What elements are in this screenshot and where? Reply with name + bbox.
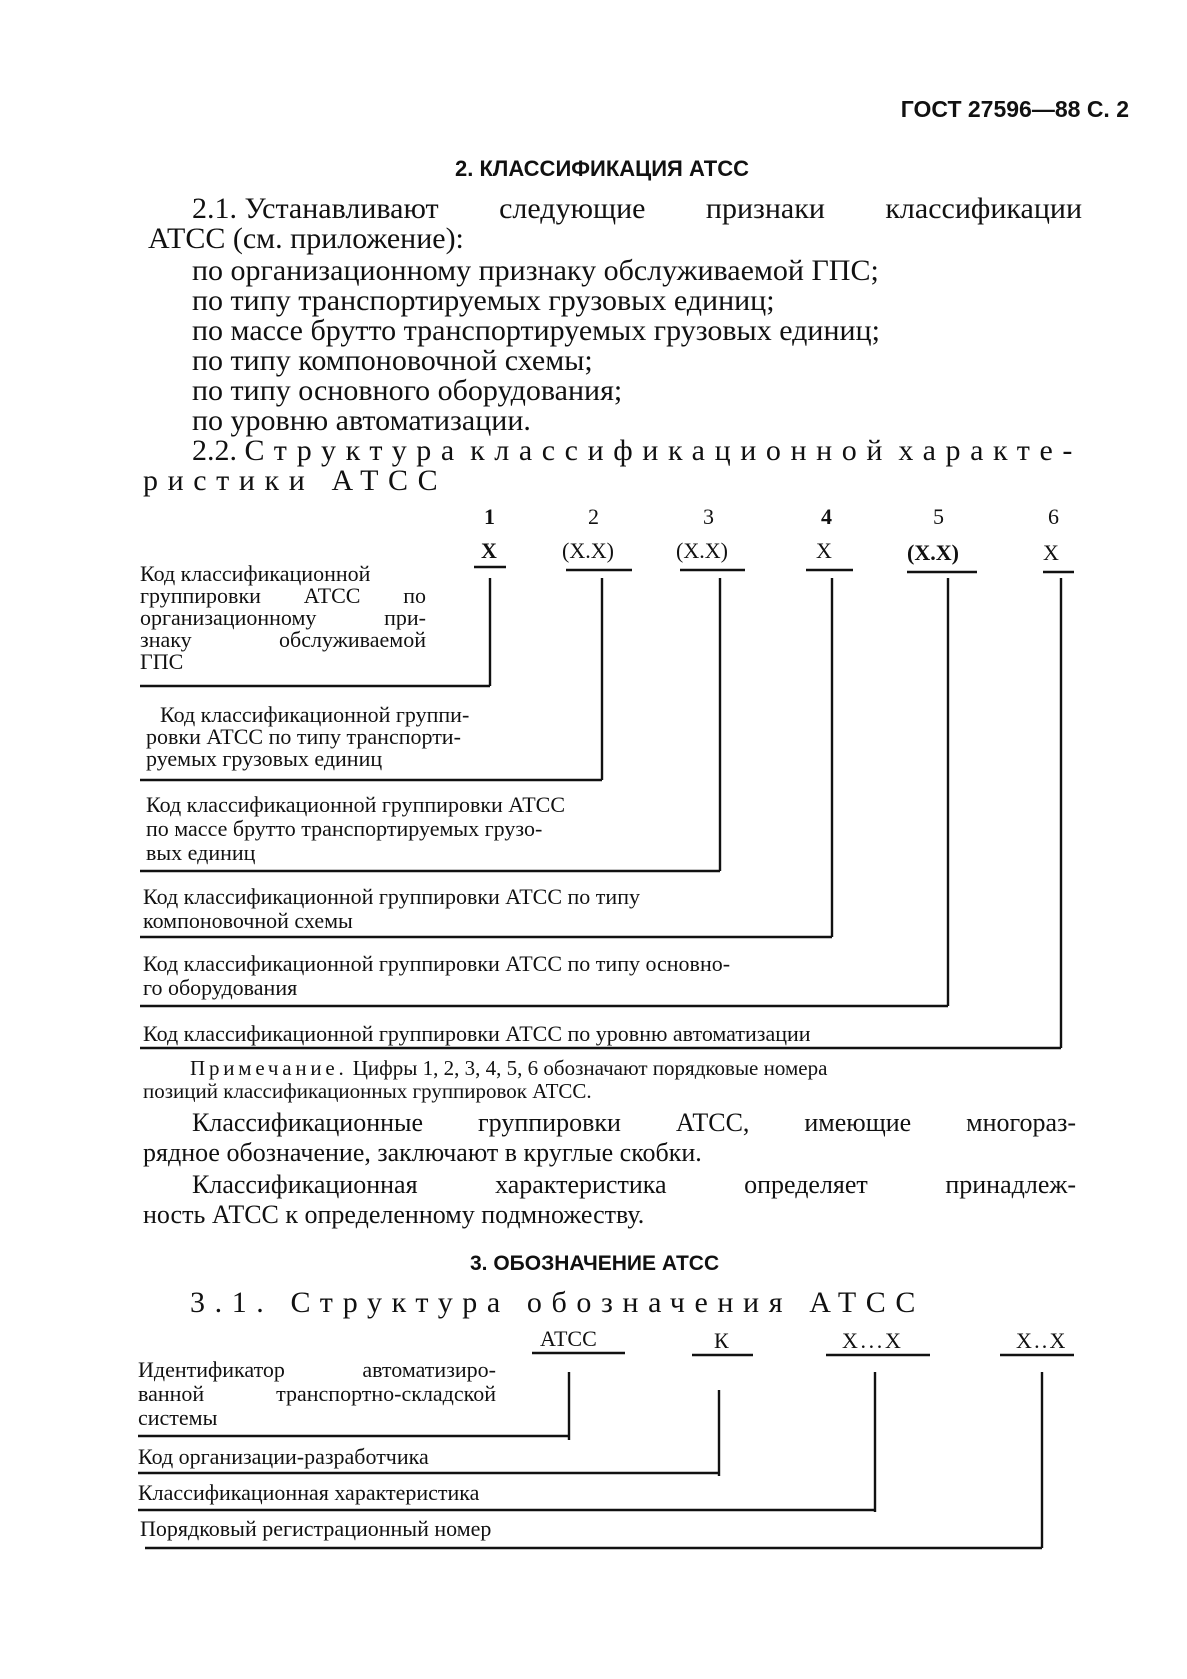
para-3-1: 3.1. Структура обозначения АТСС: [190, 1286, 925, 1319]
position-code-5: (X.X): [907, 540, 959, 565]
designation-label-2: Код организации-разработчика: [138, 1444, 429, 1469]
para-groupings-word3: АТСС,: [675, 1108, 750, 1137]
label-1-line3: организационному при-: [140, 605, 426, 630]
page-header: ГОСТ 27596—88 С. 2: [900, 96, 1129, 122]
para-2-1-num-word1: 2.1. Устанавливают: [192, 192, 439, 225]
position-number-3: 3: [703, 504, 714, 529]
list-item-6: по уровню автоматизации.: [192, 404, 531, 437]
para-2-2-line2: ристики АТСС: [143, 464, 448, 497]
designation-code-2: К: [714, 1328, 729, 1353]
label-2-line2: ровки АТСС по типу транспорти-: [146, 724, 461, 749]
para-characteristic-word1: Классификационная: [192, 1170, 418, 1199]
para-characteristic-word2: характеристика: [495, 1170, 667, 1199]
label-3-line2: по массе брутто транспортируемых грузо-: [146, 816, 543, 841]
para-2-1-word3: признаки: [705, 192, 825, 225]
diagram-label-6: Код классификационной группировки АТСС по уровню автоматизации: [143, 1021, 811, 1046]
para-characteristic-word4: принадлеж-: [945, 1170, 1076, 1199]
position-code-3: (X.X): [676, 538, 728, 563]
para-2-2-num-word1: 2.2. Структура: [192, 434, 464, 467]
para-groupings-word2: группировки: [478, 1108, 621, 1137]
designation-label-1-line2: ванной транспортно-складской: [138, 1381, 496, 1406]
para-groupings-word4: имеющие: [804, 1108, 912, 1137]
designation-code-1: АТСС: [540, 1326, 597, 1351]
list-item-5: по типу основного оборудования;: [192, 374, 623, 407]
list-item-4: по типу компоновочной схемы;: [192, 344, 593, 377]
label-2-line3: руемых грузовых единиц: [146, 746, 383, 771]
para-2-1-word4: классификации: [885, 192, 1082, 225]
label-3-line1: Код классификационной группировки АТСС: [146, 792, 566, 817]
para-groupings-word1: Классификационные: [192, 1108, 424, 1137]
designation-label-1-line3: системы: [138, 1405, 218, 1430]
list-item-3: по массе брутто транспортируемых грузовых единиц;: [192, 314, 880, 347]
designation-label-3: Классификационная характеристика: [138, 1480, 480, 1505]
label-2-line1: Код классификационной группи-: [160, 702, 470, 727]
note-title: Примечание.: [190, 1056, 348, 1080]
label-3-line3: вых единиц: [146, 840, 256, 865]
designation-label-4: Порядковый регистрационный номер: [140, 1516, 492, 1541]
label-4-line2: компоновочной схемы: [143, 908, 353, 933]
list-item-1: по организационному признаку обслуживаемой ГПС;: [192, 254, 879, 287]
position-code-1: X: [481, 538, 497, 563]
position-number-1: 1: [484, 504, 495, 529]
section-3-title: 3. ОБОЗНАЧЕНИЕ АТСС: [470, 1252, 720, 1275]
designation-code-3: X...X: [842, 1328, 904, 1353]
list-item-2: по типу транспортируемых грузовых единиц;: [192, 284, 775, 317]
label-1-line2: группировки АТСС по: [140, 583, 426, 608]
position-code-2: (X.X): [562, 538, 614, 563]
label-5-line2: го оборудования: [143, 975, 298, 1000]
position-number-5: 5: [933, 504, 944, 529]
label-1-line4: знаку обслуживаемой: [140, 627, 426, 652]
label-4-line1: Код классификационной группировки АТСС по типу: [143, 884, 640, 909]
para-groupings-word5: многораз-: [966, 1108, 1076, 1137]
label-1-line5: ГПС: [140, 649, 184, 674]
position-number-2: 2: [588, 504, 599, 529]
label-1-line1: Код классификационной: [140, 561, 371, 586]
para-characteristic-line2: ность АТСС к определенному подмножеству.: [143, 1200, 645, 1229]
position-number-4: 4: [821, 504, 832, 529]
designation-code-4: X..X: [1016, 1328, 1068, 1353]
note-line2: позиций классификационных группировок АТСС.: [143, 1079, 592, 1103]
note-text: Цифры 1, 2, 3, 4, 5, 6 обозначают порядковые номера: [352, 1056, 828, 1080]
position-code-4: X: [816, 538, 832, 563]
para-2-2-word2: классификационной: [470, 434, 893, 467]
para-groupings-line2: рядное обозначение, заключают в круглые скобки.: [143, 1138, 702, 1167]
position-code-6: X: [1043, 540, 1059, 565]
para-2-2-word3: характе-: [898, 434, 1082, 467]
para-2-1-line2: АТСС (см. приложение):: [148, 222, 464, 255]
section-2-title: 2. КЛАССИФИКАЦИЯ АТСС: [455, 156, 749, 181]
para-characteristic-word3: определяет: [744, 1170, 868, 1199]
label-5-line1: Код классификационной группировки АТСС по типу основно-: [143, 951, 731, 976]
para-2-1-word2: следующие: [499, 192, 646, 225]
designation-label-1-line1: Идентификатор автоматизиро-: [138, 1357, 496, 1382]
position-number-6: 6: [1048, 504, 1059, 529]
